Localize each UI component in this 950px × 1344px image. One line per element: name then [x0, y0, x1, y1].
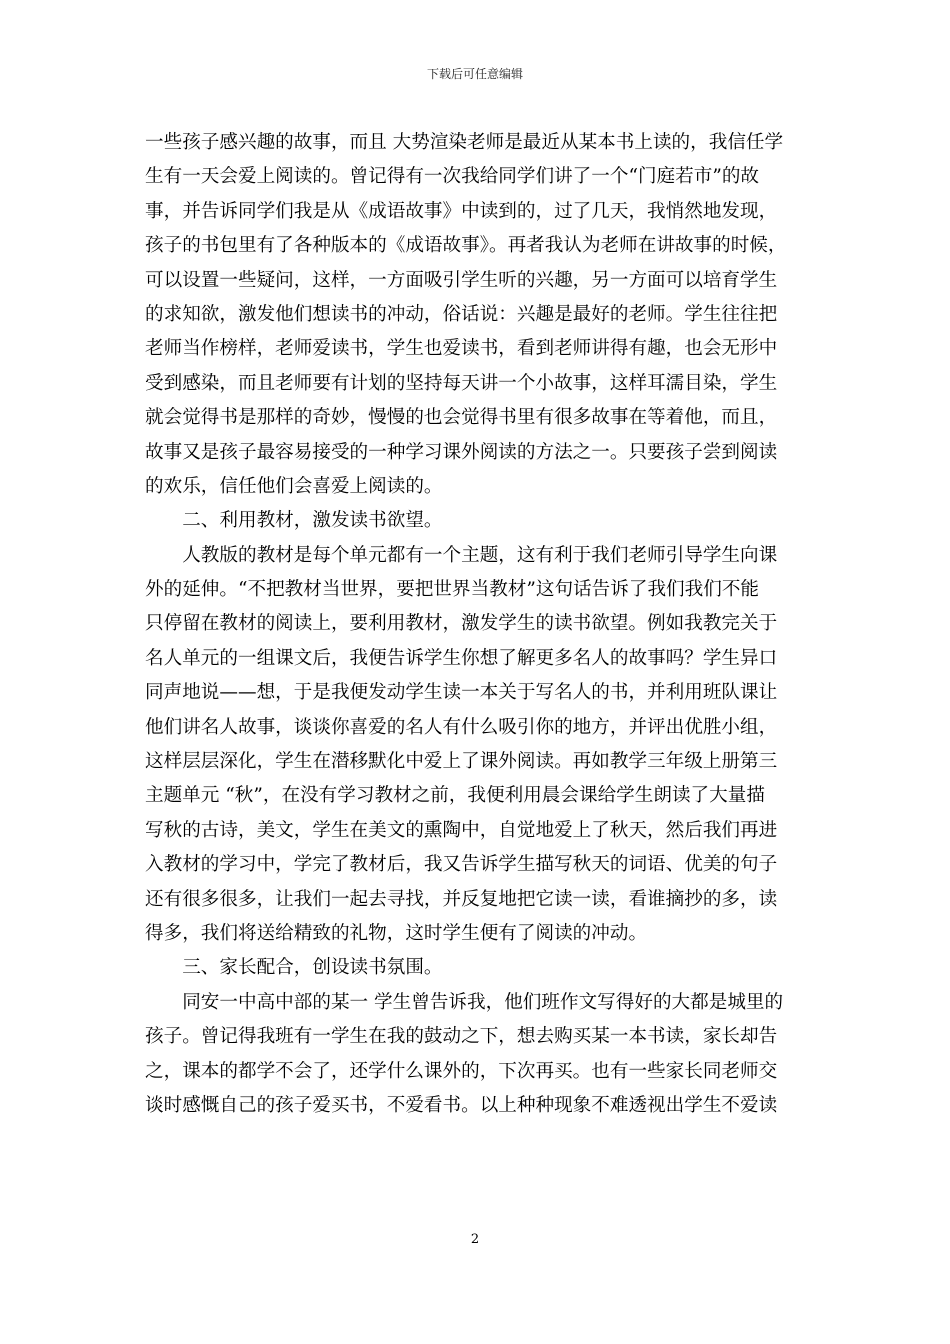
text-line: 三、家长配合，创设读书氛围。	[145, 957, 443, 979]
text-line: 入教材的学习中，学完了教材后，我又告诉学生描写秋天的词语、优美的句子	[145, 854, 778, 876]
document-body	[145, 126, 817, 1123]
text-line: 主题单元 “秋”，在没有学习教材之前，我便利用晨会课给学生朗读了大量描	[145, 785, 765, 807]
page-number: 2	[470, 1232, 480, 1247]
text-line: 孩子的书包里有了各种版本的《成语故事》。再者我认为老师在讲故事的时候，	[145, 235, 787, 257]
text-line: 写秋的古诗，美文，学生在美文的熏陶中，自觉地爱上了秋天，然后我们再进	[145, 819, 778, 841]
text-line: 生有一天会爱上阅读的。曾记得有一次我给同学们讲了一个“门庭若市”的故	[145, 166, 760, 188]
page-header: 下载后可任意编辑	[426, 67, 523, 81]
text-line: 就会觉得书是那样的奇妙，慢慢的也会觉得书里有很多故事在等着他，而且，	[145, 407, 778, 429]
text-line: 同声地说——想，于是我便发动学生读一本关于写名人的书，并利用班队课让	[145, 682, 778, 704]
text-line: 只停留在教材的阅读上，要利用教材，激发学生的读书欲望。例如我教完关于	[145, 613, 778, 635]
text-line: 的求知欲，激发他们想读书的冲动，俗话说：兴趣是最好的老师。学生往往把	[145, 303, 778, 325]
text-line: 事，并告诉同学们我是从《成语故事》中读到的，过了几天，我悄然地发现，	[145, 200, 778, 222]
text-line: 可以设置一些疑问，这样，一方面吸引学生听的兴趣，另一方面可以培育学生	[145, 269, 778, 291]
text-line: 受到感染，而且老师要有计划的坚持每天讲一个小故事，这样耳濡目染，学生	[145, 372, 778, 394]
text-line: 人教版的教材是每个单元都有一个主题，这有利于我们老师引导学生向课	[145, 544, 778, 566]
text-line: 谈时感慨自己的孩子爱买书，不爱看书。以上种种现象不难透视出学生不爱读	[145, 1094, 778, 1116]
text-line: 外的延伸。“不把教材当世界，要把世界当教材”这句话告诉了我们我们不能	[145, 579, 760, 601]
text-line: 之，课本的都学不会了，还学什么课外的，下次再买。也有一些家长同老师交	[145, 1060, 778, 1082]
text-line: 名人单元的一组课文后，我便告诉学生你想了解更多名人的故事吗？学生异口	[145, 647, 778, 669]
text-line: 这样层层深化，学生在潜移默化中爱上了课外阅读。再如教学三年级上册第三	[145, 751, 778, 773]
text-line: 同安一中高中部的某一 学生曾告诉我，他们班作文写得好的大都是城里的	[145, 991, 784, 1013]
text-line: 得多，我们将送给精致的礼物，这时学生便有了阅读的冲动。	[145, 922, 648, 944]
text-line: 孩子。曾记得我班有一学生在我的鼓动之下，想去购买某一本书读，家长却告	[145, 1026, 778, 1048]
text-line: 他们讲名人故事，谈谈你喜爱的名人有什么吸引你的地方，并评出优胜小组，	[145, 716, 778, 738]
text-line: 二、利用教材，激发读书欲望。	[145, 510, 443, 532]
text-line: 故事又是孩子最容易接受的一种学习课外阅读的方法之一。只要孩子尝到阅读	[145, 441, 778, 463]
text-line: 的欢乐，信任他们会喜爱上阅读的。	[145, 475, 443, 497]
text-line: 一些孩子感兴趣的故事，而且 大势渲染老师是最近从某本书上读的，我信任学	[145, 132, 784, 153]
text-line: 还有很多很多，让我们一起去寻找，并反复地把它读一读，看谁摘抄的多，读	[145, 888, 778, 910]
text-line: 老师当作榜样，老师爱读书，学生也爱读书，看到老师讲得有趣，也会无形中	[145, 338, 778, 360]
